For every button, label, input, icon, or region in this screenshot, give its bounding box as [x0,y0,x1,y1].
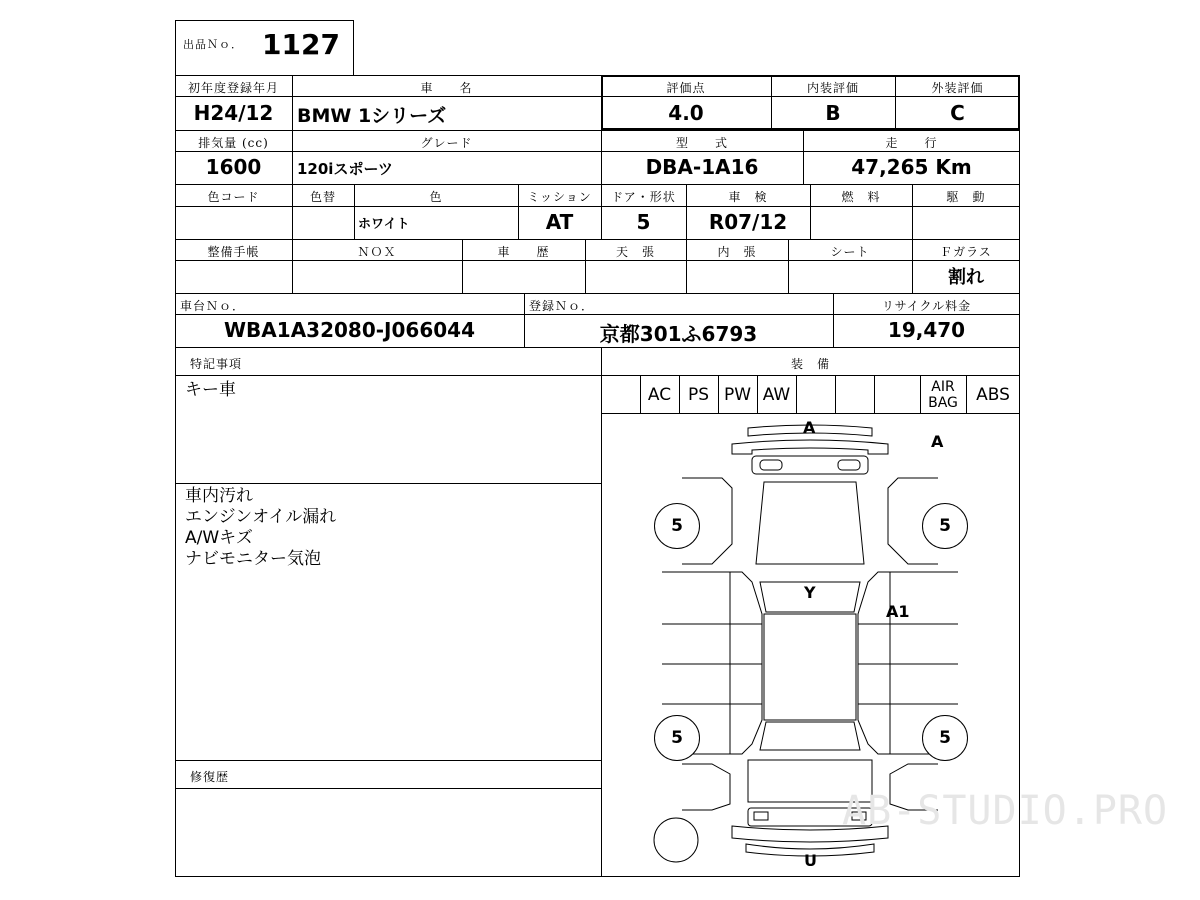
roof-label: 天 張 [615,245,655,259]
special-notes-top: キー車 [185,380,236,400]
row-line [175,314,1020,315]
fglass-label: Ｆガラス [940,245,992,259]
row-line [175,347,1020,348]
watermark: AB-STUDIO.PRO [842,788,1169,834]
mileage-value: 47,265 Km [851,155,972,179]
damage-mark-rear: U [804,851,817,870]
equipment-ps: PS [687,385,710,405]
registration-value: 京都301ふ6793 [599,322,758,346]
equipment-label: 装 備 [790,357,830,371]
car-name-label: 車 名 [420,81,473,95]
tire-front-right: 5 [922,503,968,549]
interior-score-label: 内装評価 [806,81,859,95]
row-line [175,260,1020,261]
row-line [175,375,1020,376]
displacement-value: 1600 [205,155,262,179]
grade-value: 120iスポーツ [297,160,393,178]
doors-label: ドア・形状 [611,190,676,204]
fuel-label: 燃 料 [841,190,881,204]
damage-mark-right-door: A1 [886,602,910,621]
nox-label: ＮＯＸ [357,245,397,259]
score-label: 評価点 [666,81,706,95]
inspection-label: 車 検 [728,190,768,204]
interior-score-value: B [825,101,841,125]
mission-value: AT [545,210,574,234]
first-reg-label: 初年度登録年月 [187,81,279,95]
special-notes-bottom: 車内汚れ エンジンオイル漏れ A/Wキズ ナビモニター気泡 [185,486,337,569]
exterior-score-value: C [950,101,965,125]
lot-number-label: 出品Ｎｏ． [183,38,243,51]
interior-trim-label: 内 張 [717,245,757,259]
seat-label: シート [830,245,870,259]
color-value: ホワイト [358,217,410,232]
tire-rear-left: 5 [654,715,700,761]
damage-mark-front-right: A [931,432,944,451]
chassis-label: 車台Ｎｏ． [180,299,246,313]
equipment-pw: PW [723,385,752,405]
history-label: 車 歴 [497,245,550,259]
service-book-label: 整備手帳 [207,245,260,259]
first-reg-value: H24/12 [193,101,274,125]
displacement-label: 排気量 (cc) [198,136,269,150]
inspection-value: R07/12 [708,210,788,234]
equipment-airbag: AIR BAG [928,379,958,411]
tire-front-left: 5 [654,503,700,549]
fglass-value: 割れ [948,267,984,288]
registration-label: 登録Ｎｏ． [529,299,595,313]
mission-label: ミッション [527,190,592,204]
row-line [175,293,1020,294]
model-label: 型 式 [675,136,728,150]
row-line [175,130,1020,131]
equipment-aw: AW [762,385,791,405]
repair-history-label: 修復歴 [190,770,230,784]
recycle-label: リサイクル料金 [881,299,972,313]
damage-mark-roof: Y [804,583,816,602]
model-value: DBA-1A16 [645,155,759,179]
drive-label: 駆 動 [946,190,986,204]
row-line [175,206,1020,207]
lot-number: 1127 [262,28,340,61]
color-code-label: 色コード [207,190,260,204]
equipment-ac: AC [647,385,672,405]
color-change-label: 色替 [309,190,336,204]
equipment-abs: ABS [976,385,1010,405]
tire-rear-right: 5 [922,715,968,761]
grade-label: グレード [420,136,473,150]
row-line [175,151,1020,152]
doors-value: 5 [636,210,651,234]
exterior-score-label: 外装評価 [931,81,984,95]
color-label: 色 [429,190,443,204]
score-value: 4.0 [668,101,704,125]
row-line [175,184,1020,185]
damage-mark-front: A [803,418,816,437]
row-line [175,239,1020,240]
car-name-value: BMW 1シリーズ [297,105,447,127]
chassis-value: WBA1A32080-J066044 [224,318,475,342]
recycle-value: 19,470 [887,318,966,342]
mileage-label: 走 行 [885,136,938,150]
special-notes-label: 特記事項 [190,357,243,371]
